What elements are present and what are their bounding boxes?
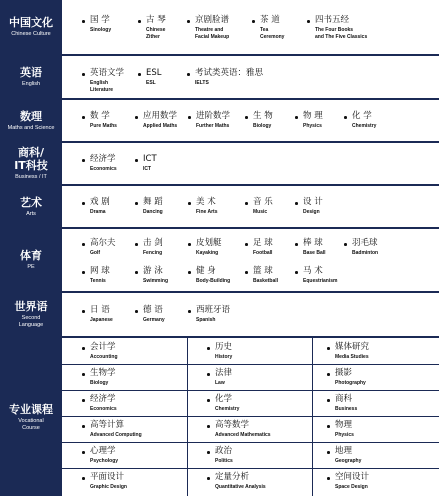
bullet-icon (307, 20, 310, 23)
category-subtitle: PE (27, 264, 35, 270)
subject-en: Music (253, 209, 268, 215)
subject-en: Graphic Design (90, 484, 127, 490)
vocational-grid (62, 338, 439, 496)
subject-zh: ICT (143, 154, 157, 164)
bullet-icon (82, 399, 85, 402)
subject-zh: 应用数学 (143, 111, 178, 121)
subject-en: Golf (90, 250, 100, 256)
subject-en: IELTS (195, 80, 209, 86)
subject-en: Biology (253, 123, 272, 129)
grid-divider (62, 364, 439, 365)
subject-zh: 媒体研究 (335, 342, 370, 352)
subject-zh: 平面设计 (90, 472, 125, 482)
bullet-icon (82, 425, 85, 428)
subject-zh: 美 术 (196, 197, 216, 207)
subject-en: Business (335, 406, 358, 412)
bullet-icon (327, 451, 330, 454)
bullet-icon (82, 73, 85, 76)
subject-en: Germany (143, 317, 165, 323)
bullet-icon (135, 116, 138, 119)
subject-zh: 会计学 (90, 342, 116, 352)
subject-en: Further Maths (196, 123, 230, 129)
bullet-icon (207, 347, 210, 350)
subject-zh: 棒 球 (303, 238, 323, 248)
subject-zh: 四书五经 (315, 15, 350, 25)
subject-en: Tea Ceremony (260, 27, 285, 40)
subject-zh: 戏 剧 (90, 197, 110, 207)
subject-zh: 地理 (335, 446, 353, 456)
subject-zh: 历史 (215, 342, 233, 352)
bullet-icon (82, 159, 85, 162)
bullet-icon (245, 116, 248, 119)
subject-zh: 物 理 (303, 111, 323, 121)
bullet-icon (207, 373, 210, 376)
bullet-icon (207, 451, 210, 454)
bullet-icon (135, 310, 138, 313)
subject-zh: 高尔夫 (90, 238, 116, 248)
subject-en: Economics (90, 166, 117, 172)
subject-en: Biology (90, 380, 109, 386)
category-title: 专业课程 (9, 402, 53, 416)
category-pe (0, 229, 62, 291)
subject-en: Politics (215, 458, 233, 464)
subject-en: Fencing (143, 250, 163, 256)
subject-zh: 国 学 (90, 15, 110, 25)
subject-zh: 德 语 (143, 305, 163, 315)
row-english (0, 56, 439, 100)
category-subtitle-line2: Language (18, 322, 44, 328)
category-title: 中国文化 (9, 16, 53, 29)
subject-zh: 高等计算 (90, 420, 125, 430)
bullet-icon (327, 425, 330, 428)
subject-en: Pure Maths (90, 123, 117, 129)
bullet-icon (188, 202, 191, 205)
category-title: 世界语 (14, 300, 48, 313)
category-subtitle-line2: Course (22, 424, 40, 431)
subject-zh: 西班牙语 (196, 305, 231, 315)
subject-en: English Literature (90, 80, 114, 93)
bullet-icon (135, 159, 138, 162)
subject-en: Chemistry (215, 406, 240, 412)
category-business-it (0, 143, 62, 184)
grid-divider (62, 442, 439, 443)
row-second-language (0, 293, 439, 338)
category-subtitle-line1: Vocational (18, 417, 44, 424)
bullet-icon (327, 399, 330, 402)
subject-en: Japanese (90, 317, 113, 323)
subject-zh: 舞 蹈 (143, 197, 163, 207)
subject-en: ESL (146, 80, 156, 86)
subject-zh: 羽毛球 (352, 238, 378, 248)
category-subtitle: Arts (26, 210, 36, 217)
subject-zh: 空间设计 (335, 472, 370, 482)
subject-zh: 设 计 (303, 197, 323, 207)
category-title-line2: IT科技 (14, 159, 48, 172)
subject-zh: 马 术 (303, 266, 323, 276)
subject-zh: 商科 (335, 394, 353, 404)
subject-en: Dancing (143, 209, 163, 215)
subject-en: Advanced Mathematics (215, 432, 271, 438)
subject-zh: 生 物 (253, 111, 273, 121)
category-english (0, 56, 62, 98)
row-arts (0, 186, 439, 229)
bullet-icon (187, 20, 190, 23)
subject-zh: 高等数学 (215, 420, 250, 430)
category-title-line1: 商科/ (17, 146, 45, 159)
subject-zh: 政治 (215, 446, 233, 456)
subject-en: Basketball (253, 278, 279, 284)
subject-en: Football (253, 250, 273, 256)
bullet-icon (245, 202, 248, 205)
subject-en: Media Studies (335, 354, 369, 360)
category-title: 体育 (20, 249, 42, 262)
subject-en: Physics (303, 123, 322, 129)
bullet-icon (188, 243, 191, 246)
bullet-icon (138, 73, 141, 76)
subject-zh: 心理学 (90, 446, 116, 456)
bullet-icon (252, 20, 255, 23)
bullet-icon (207, 399, 210, 402)
category-subtitle-line1: Second (21, 315, 41, 321)
bullet-icon (245, 243, 248, 246)
subject-zh: 英语文学 (90, 68, 125, 78)
category-title: 艺术 (20, 195, 42, 209)
bullet-icon (138, 20, 141, 23)
subject-zh: 定量分析 (215, 472, 250, 482)
bullet-icon (82, 477, 85, 480)
subject-zh: 化学 (215, 394, 233, 404)
bullet-icon (327, 477, 330, 480)
bullet-icon (295, 116, 298, 119)
category-chinese-culture (0, 0, 62, 54)
subject-zh: 皮划艇 (196, 238, 222, 248)
row-pe (0, 229, 439, 293)
subject-en: Economics (90, 406, 117, 412)
subject-zh: 足 球 (253, 238, 273, 248)
bullet-icon (188, 310, 191, 313)
subject-zh: 京剧脸谱 (195, 15, 230, 25)
row-business-it (0, 143, 439, 186)
bullet-icon (187, 73, 190, 76)
subject-zh: 进阶数学 (196, 111, 231, 121)
subject-en: ICT (143, 166, 152, 172)
category-maths-science (0, 100, 62, 141)
category-subtitle: English (21, 81, 41, 87)
subject-zh: 生物学 (90, 368, 116, 378)
bullet-icon (188, 116, 191, 119)
category-second-language (0, 293, 62, 336)
bullet-icon (188, 271, 191, 274)
subject-en: Fine Arts (196, 209, 218, 215)
subject-en: The Four Books and The Five Classics (315, 27, 368, 40)
subject-zh: 茶 道 (260, 15, 280, 25)
subject-en: Psychology (90, 458, 119, 464)
category-subtitle: Chinese Culture (11, 31, 51, 37)
bullet-icon (82, 271, 85, 274)
subject-zh: 经济学 (90, 154, 116, 164)
grid-divider (62, 416, 439, 417)
category-subtitle: Business / IT (15, 174, 47, 180)
bullet-icon (82, 20, 85, 23)
bullet-icon (82, 451, 85, 454)
category-title: 数理 (20, 109, 42, 123)
subject-en: Theatre and Facial Makeup (195, 27, 230, 40)
subject-zh: 音 乐 (253, 197, 273, 207)
subject-en: Space Design (335, 484, 368, 490)
subject-en: Geography (335, 458, 362, 464)
bullet-icon (82, 202, 85, 205)
subject-en: History (215, 354, 233, 360)
grid-divider (62, 390, 439, 391)
bullet-icon (344, 243, 347, 246)
bullet-icon (295, 243, 298, 246)
bullet-icon (135, 243, 138, 246)
subject-en: Applied Maths (143, 123, 178, 129)
subject-en: Chinese Zither (146, 27, 166, 40)
subject-en: Kayaking (196, 250, 219, 256)
grid-divider (62, 468, 439, 469)
category-title: 英语 (20, 66, 42, 79)
subject-en: Badminton (352, 250, 379, 256)
row-chinese-culture (0, 0, 439, 56)
subject-zh: 篮 球 (253, 266, 273, 276)
subject-zh: 法律 (215, 368, 233, 378)
subject-en: Physics (335, 432, 354, 438)
grid-divider (312, 338, 313, 496)
bullet-icon (207, 477, 210, 480)
subject-zh: 日 语 (90, 305, 110, 315)
category-subtitle: Maths and Science (7, 124, 55, 131)
subject-en: Equestrianism (303, 278, 338, 284)
category-arts (0, 186, 62, 227)
bullet-icon (135, 271, 138, 274)
subject-en: Sinology (90, 27, 112, 33)
bullet-icon (135, 202, 138, 205)
subject-en: Base Ball (303, 250, 326, 256)
grid-divider (187, 338, 188, 496)
bullet-icon (82, 116, 85, 119)
bullet-icon (295, 202, 298, 205)
subject-en: Advanced Computing (90, 432, 142, 438)
subject-en: Tennis (90, 278, 106, 284)
subject-en: Chemistry (352, 123, 377, 129)
bullet-icon (82, 373, 85, 376)
subject-zh: 考试类英语：雅思 (195, 68, 264, 78)
subject-en: Body-Building (196, 278, 231, 284)
subject-en: Drama (90, 209, 106, 215)
bullet-icon (295, 271, 298, 274)
subject-en: Law (215, 380, 225, 386)
bullet-icon (327, 347, 330, 350)
subject-zh: 经济学 (90, 394, 116, 404)
subject-zh: 数 学 (90, 111, 110, 121)
bullet-icon (327, 373, 330, 376)
category-vocational-course (0, 338, 62, 496)
bullet-icon (82, 310, 85, 313)
subject-en: Design (303, 209, 320, 215)
subject-en: Spanish (196, 317, 216, 323)
subject-en: Photography (335, 380, 366, 386)
subject-zh: 物理 (335, 420, 353, 430)
subject-en: Accounting (90, 354, 118, 360)
subject-zh: 古 琴 (146, 15, 166, 25)
bullet-icon (207, 425, 210, 428)
bullet-icon (82, 347, 85, 350)
subject-en: Swimming (143, 278, 169, 284)
subject-zh: 游 泳 (143, 266, 163, 276)
subject-zh: 击 剑 (143, 238, 163, 248)
row-maths-science (0, 100, 439, 143)
bullet-icon (245, 271, 248, 274)
subject-en: Quantitative Analysis (215, 484, 266, 490)
bullet-icon (344, 116, 347, 119)
subject-zh: ESL (146, 68, 162, 78)
subject-zh: 健 身 (196, 266, 216, 276)
bullet-icon (82, 243, 85, 246)
subject-zh: 网 球 (90, 266, 110, 276)
subject-zh: 摄影 (335, 368, 353, 378)
subject-zh: 化 学 (352, 111, 372, 121)
